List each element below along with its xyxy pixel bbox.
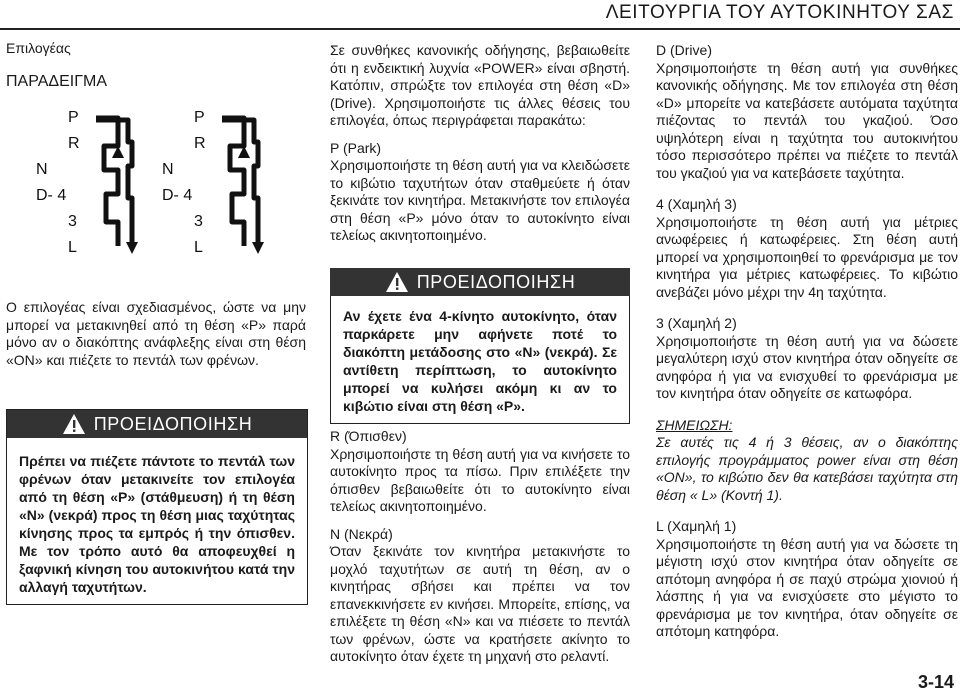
gate-label: R (68, 135, 80, 152)
page-header (0, 0, 960, 34)
page-number: 3-14 (917, 672, 954, 692)
warning-triangle-icon (385, 271, 409, 293)
warning-title: ΠΡΟΕΙΔΟΠΟΙΗΣΗ (93, 413, 253, 434)
shift-path-arrow (222, 120, 258, 244)
arrow-head (126, 242, 138, 254)
drive-text: Χρησιμοποιήστε τη θέση αυτή για συνθήκες κανονικής οδήγησης. Με τον επιλογέα στη θέση «D» μπορείτε να κατεβάσετε αυτόματα ταχύτητα πιέζοντας το πεντάλ του γκαζιού. Όσο υψηλότερη είναι η ταχύτητα του αυτοκινήτου τόσο περισσότερο πρέπει να πιέζετε το πεντάλ του γκαζιού για να κατεβάσετε ταχύτητα. (656, 59, 958, 181)
gate-label: D- 4 (162, 187, 193, 204)
warning-box-brake (6, 409, 308, 605)
shift-pattern-diagram (36, 106, 276, 266)
reverse-title: R (Όπισθεν) (330, 428, 407, 444)
warning-text: Αν έχετε ένα 4-κίνητο αυτοκίνητο, όταν παρκάρετε μην αφήνετε ποτέ το διακόπτη μετάδοσης στο «N» (νεκρά). Σε αντίθετη περίπτωση, το αυτοκίνητο μπορεί να κυλήσει ακόμη κι αν το κιβώτιο είναι στη θέση «P». (330, 296, 630, 424)
example-label: ΠΑΡΑΔΕΙΓΜΑ (6, 72, 107, 90)
drive-title: D (Drive) (656, 42, 712, 58)
warning-triangle-icon (62, 413, 86, 435)
shift-pattern-left (36, 109, 138, 256)
warning-header (7, 410, 307, 438)
arrow-head (252, 242, 264, 254)
gate-label: P (68, 109, 79, 126)
header-rule (0, 28, 960, 30)
chapter-title: ΛΕΙΤΟΥΡΓΙΑ ΤΟΥ ΑΥΤΟΚΙΝΗΤΟΥ ΣΑΣ (605, 2, 954, 23)
selector-intro: Ο επιλογέας είναι σχεδιασμένος, ώστε να μην μπορεί να μετακινηθεί από τη θέση «P» παρά μόνο αν ο διακόπτης ανάφλεξης είναι στη θέση «ON» και πιέζετε το πεντάλ των φρένων. (6, 299, 306, 368)
low3-text: Χρησιμοποιήστε τη θέση αυτή για να δώσετε μεγαλύτερη ισχύ στον κινητήρα όταν οδηγείτε σε ανηφόρα ή για να ενισχυθεί το φρενάρισμα με τον κινητήρα όταν οδηγείτε σε κατωφόρα. (656, 332, 958, 401)
warning-box-4wd (330, 268, 630, 424)
column-2-lower (330, 428, 630, 666)
gate-label: 3 (194, 213, 203, 230)
neutral-text: Όταν ξεκινάτε τον κινητήρα μετακινήστε το μοχλό ταχυτήτων σε αυτή τη θέση, αν ο κινητήρας σβήσει και πρέπει να τον επανεκκινήσετε εν κινήσει. Μπορείτε, επίσης, να επιλέξετε τη θέση «N» και να πιέσετε το πεντάλ των φρένων, ώστε να κρατήσετε ακίνητο το αυτοκίνητο όταν έχετε τη μηχανή στο ρελαντί. (330, 543, 630, 664)
low1-text: Χρησιμοποιήστε τη θέση αυτή για να δώσετε τη μέγιστη ισχύ στον κινητήρα όταν οδηγείτε σε απότομη ανηφόρα ή σε παχύ στρώμα χιονιού ή λάσπης ή για να ενισχύσετε στο μέγιστο το φρενάρισμα με τον κινητήρα, όταν οδηγείτε σε απότομη κατηφόρα. (656, 535, 958, 639)
shift-pattern-right (162, 109, 264, 256)
gate-label: N (162, 161, 174, 178)
warning-title: ΠΡΟΕΙΔΟΠΟΙΗΣΗ (416, 271, 576, 292)
column-3 (656, 42, 958, 641)
note-text: Σε αυτές τις 4 ή 3 θέσεις, αν ο διακόπτης επιλογής προγράμματος power είναι στη θέση «ON», το κιβώτιο δεν θα κατεβάσει ταχύτητα στη θέση « L» (Κοντή 1). (656, 434, 958, 503)
shift-path-arrow (96, 120, 132, 244)
park-text: Χρησιμοποιήστε τη θέση αυτή για να κλειδώσετε το κιβώτιο ταχυτήτων όταν σταθμεύετε ή όταν ξεκινάτε τον κινητήρα. Μετακινήστε τον επιλογέα στη θέση «P» μόνο όταν το αυτοκίνητο είναι τελείως ακινητοποιημένο. (330, 157, 630, 243)
neutral-title: N (Νεκρά) (330, 525, 393, 542)
note-title: ΣΗΜΕΙΩΣΗ: (656, 416, 733, 433)
warning-header (330, 268, 630, 296)
gate-label: 3 (68, 213, 77, 230)
gate-label: N (36, 161, 48, 178)
gate-label: L (68, 239, 77, 256)
shift-path-arrow (222, 118, 244, 246)
warning-text: Πρέπει να πιέζετε πάντοτε το πεντάλ των φρένων όταν μετακινείτε τον επιλογέα από τη θέση «P» (στάθμευση) ή τη θέση «N» (νεκρά) προς τη θέση μιας ταχύτητας κίνησης προς τα εμπρός ή την όπισθεν. Με τον τρόπο αυτό θα αποφευχθεί η ξαφνική κίνηση του αυτοκινήτου κατά την αλλαγή ταχυτήτων. (19, 453, 295, 595)
shift-path-arrow (96, 118, 118, 246)
gate-label: R (194, 135, 206, 152)
park-title: P (Park) (330, 139, 382, 156)
low4-title: 4 (Χαμηλή 3) (656, 196, 737, 212)
low3-title: 3 (Χαμηλή 2) (656, 315, 737, 331)
gate-label: L (194, 239, 203, 256)
low1-title: L (Χαμηλή 1) (656, 518, 737, 534)
low4-text: Χρησιμοποιήστε τη θέση αυτή για μέτριες ανωφέρειες ή κατωφέρειες. Στη θέση αυτή μπορεί να χρησιμοποιηθεί το φρενάρισμα με τον κινητήρα για μέτριες κατωφέρειες. Το κιβώτιο ανεβάζει μόνο μέχρι την 4η ταχύτητα. (656, 213, 958, 300)
reverse-text: Χρησιμοποιήστε τη θέση αυτή για να κινήσετε το αυτοκίνητο προς τα πίσω. Πριν επιλέξετε την όπισθεν βεβαιωθείτε ότι το αυτοκίνητο είναι τελείως ακινητοποιημένο. (330, 445, 630, 514)
gate-label: D- 4 (36, 187, 67, 204)
drive-intro: Σε συνθήκες κανονικής οδήγησης, βεβαιωθείτε ότι η ενδεικτική λυχνία «POWER» είναι σβηστή. Κατόπιν, σπρώξτε τον επιλογέα στη θέση «D» (Drive). Χρησιμοποιήστε τις άλλες θέσεις του επιλογέα, όπως περιγράφεται παρακάτω: (330, 42, 630, 128)
column-2 (330, 42, 630, 245)
gate-label: P (194, 109, 205, 126)
section-label: Επιλογέας (6, 40, 71, 56)
